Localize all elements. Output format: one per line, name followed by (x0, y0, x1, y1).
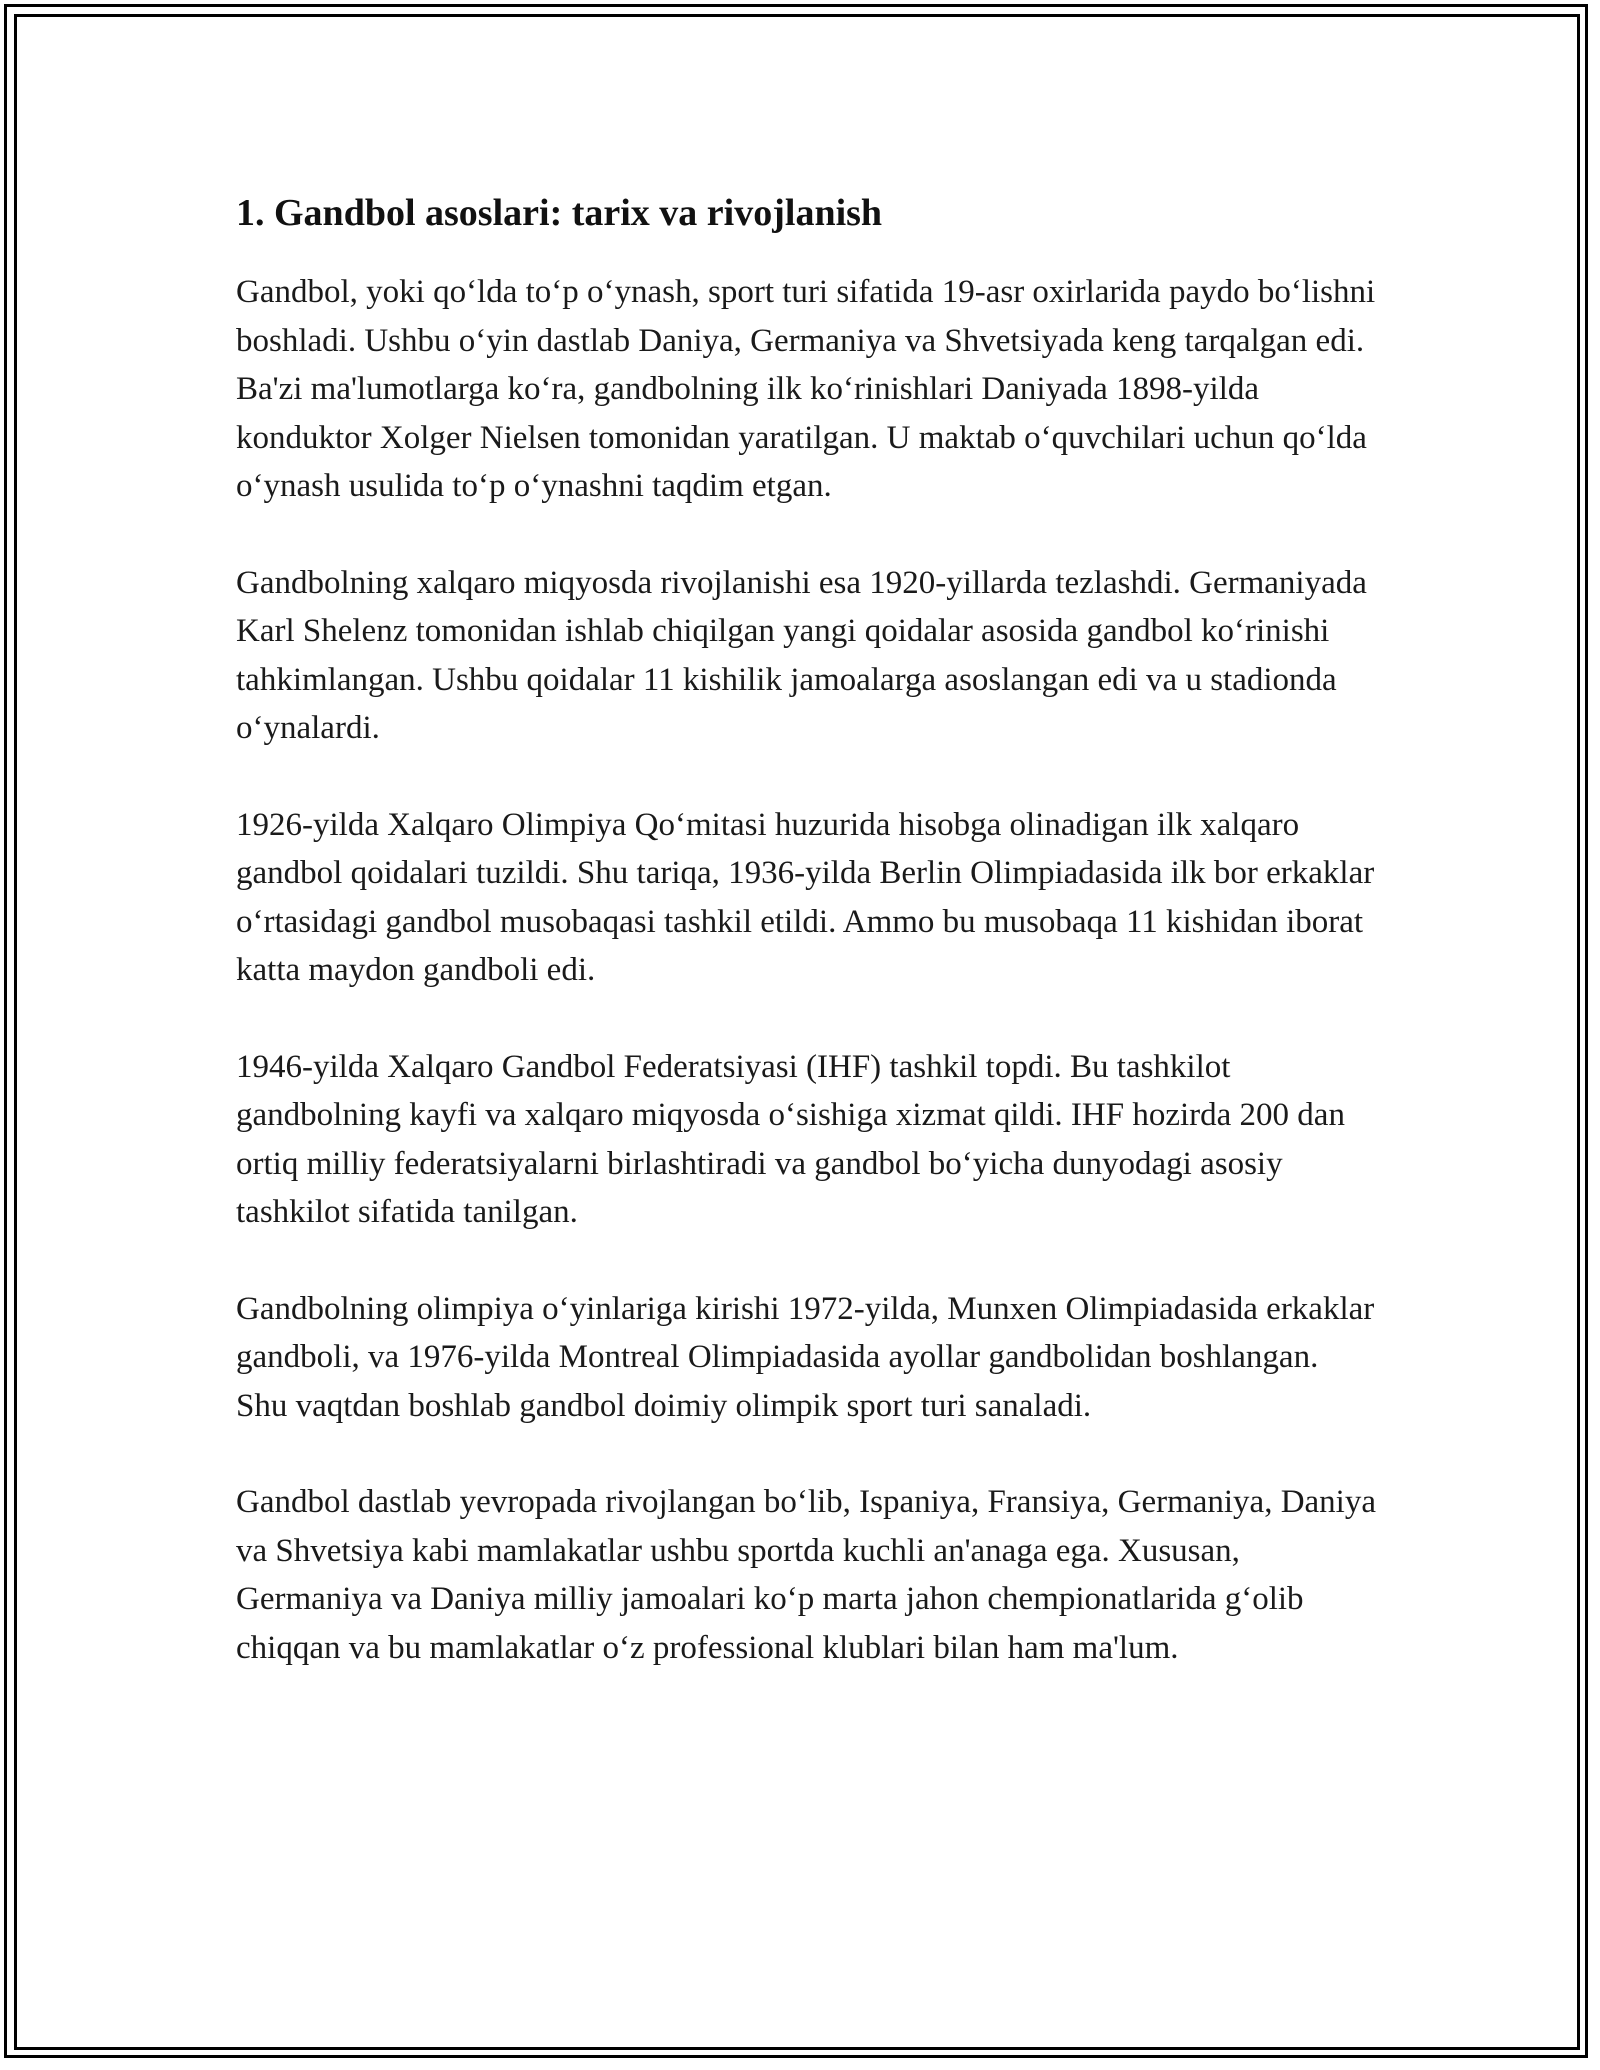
section-heading: 1. Gandbol asoslari: tarix va rivojlanish (236, 192, 883, 234)
paragraph-olympic-entry: Gandbolning olimpiya o‘yinlariga kirishi 1972-yilda, Munxen Olimpiadasida erkaklar gandboli, va 1976-yilda Montreal Olimpiadasida ayollar gandbolidan boshlangan. Shu vaqtdan boshlab gandbol doimiy olimpik sport turi sanaladi. (236, 1290, 1375, 1424)
paragraph-ihf-founding: 1946-yilda Xalqaro Gandbol Federatsiyasi (IHF) tashkil topdi. Bu tashkilot gandbolning kayfi va xalqaro miqyosda o‘sishiga xizmat qildi. IHF hozirda 200 dan ortiq milliy federatsiyalarni birlashtiradi va gandbol bo‘yicha dunyodagi asosiy tashkilot sifatida tanilgan. (236, 1048, 1345, 1230)
paragraph-european-tradition: Gandbol dastlab yevropada rivojlangan bo‘lib, Ispaniya, Fransiya, Germaniya, Daniya va Shvetsiya kabi mamlakatlar ushbu sportda kuchli an'anaga ega. Xususan, Germaniya va Daniya milliy jamoalari ko‘p marta jahon chempionatlarida g‘olib chiqqan va bu mamlakatlar o‘z professional klublari bilan ham ma'lum. (236, 1484, 1376, 1666)
paragraph-origins: Gandbol, yoki qo‘lda to‘p o‘ynash, sport turi sifatida 19-asr oxirlarida paydo bo‘lishni boshladi. Ushbu o‘yin dastlab Daniya, Germaniya va Shvetsiyada keng tarqalgan edi. Ba'zi ma'lumotlarga ko‘ra, gandbolning ilk ko‘rinishlari Daniyada 1898-yilda konduktor Xolger Nielsen tomonidan yaratilgan. U maktab o‘quvchilari uchun qo‘lda o‘ynash usulida to‘p o‘ynashni taqdim etgan. (236, 274, 1376, 504)
document-body (236, 186, 1376, 1720)
paragraph-international-development: Gandbolning xalqaro miqyosda rivojlanishi esa 1920-yillarda tezlashdi. Germaniyada Karl Shelenz tomonidan ishlab chiqilgan yangi qoidalar asosida gandbol ko‘rinishi tahkimlangan. Ushbu qoidalar 11 kishilik jamoalarga asoslangan edi va u stadionda o‘ynalardi. (236, 564, 1367, 746)
paragraph-first-rules-1926: 1926-yilda Xalqaro Olimpiya Qo‘mitasi huzurida hisobga olinadigan ilk xalqaro gandbol qoidalari tuzildi. Shu tariqa, 1936-yilda Berlin Olimpiadasida ilk bor erkaklar o‘rtasidagi gandbol musobaqasi tashkil etildi. Ammo bu musobaqa 11 kishidan iborat katta maydon gandboli edi. (236, 806, 1375, 988)
